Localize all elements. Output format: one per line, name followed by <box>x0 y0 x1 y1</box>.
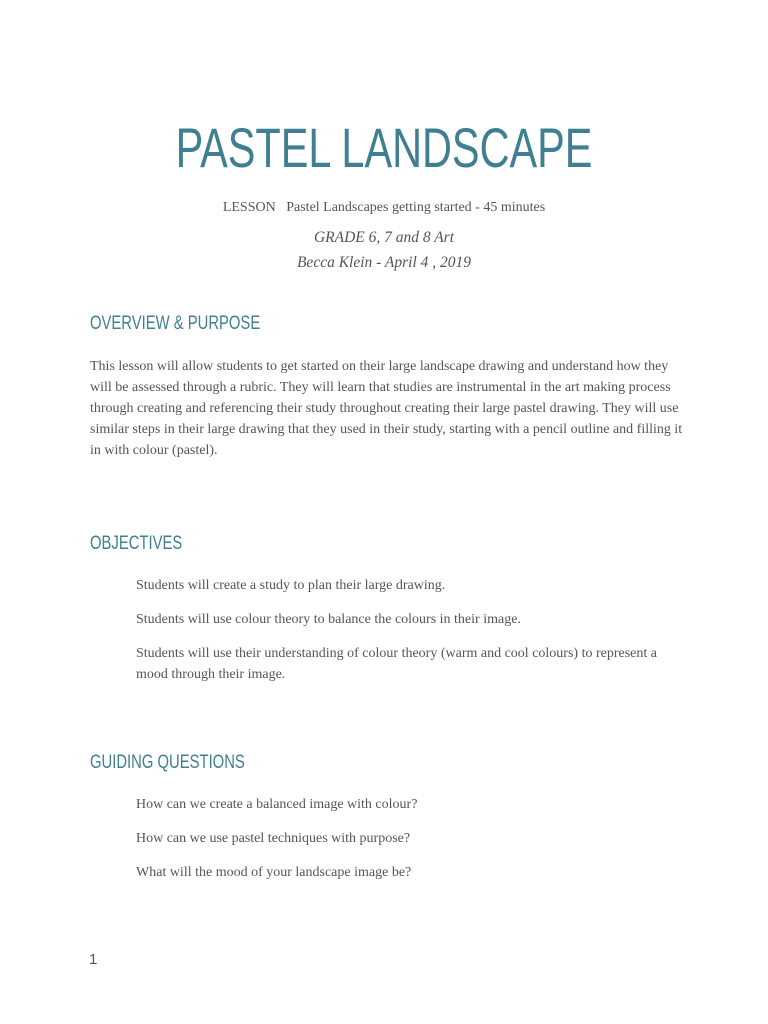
grade-line: GRADE 6, 7 and 8 Art <box>313 229 455 246</box>
objectives-heading: OBJECTIVES <box>90 533 183 554</box>
question-item: How can we create a balanced image with colour? <box>136 797 418 812</box>
objective-item: Students will use colour theory to balance the colours in their image. <box>136 612 521 627</box>
author-date-line: Becca Klein - April 4 , 2019 <box>296 254 472 271</box>
objective-item: Students will create a study to plan their large drawing. <box>136 578 446 593</box>
guiding-questions-heading: GUIDING QUESTIONS <box>90 752 245 773</box>
page-number: 1 <box>89 951 98 968</box>
objectives-list <box>136 575 686 698</box>
overview-heading: OVERVIEW & PURPOSE <box>90 313 261 334</box>
objective-item: Students will use their understanding of colour theory (warm and cool colours) to represent a mood through their image. <box>136 646 657 682</box>
guiding-questions-list <box>136 794 686 896</box>
question-item: What will the mood of your landscape image be? <box>136 865 412 880</box>
document-title: PASTEL LANDSCAPE <box>175 116 593 179</box>
lesson-line: LESSON Pastel Landscapes getting started - 45 minutes <box>222 200 546 215</box>
question-item: How can we use pastel techniques with purpose? <box>136 831 411 846</box>
overview-paragraph: This lesson will allow students to get started on their large landscape drawing and understand how they will be assessed through a rubric. They will learn that studies are instrumental in the art making process through creating and referencing their study throughout creating their large pastel drawing. They will use similar steps in their large drawing that they used in their study, starting with a pencil outline and filling it in with colour (pastel). <box>90 359 683 458</box>
